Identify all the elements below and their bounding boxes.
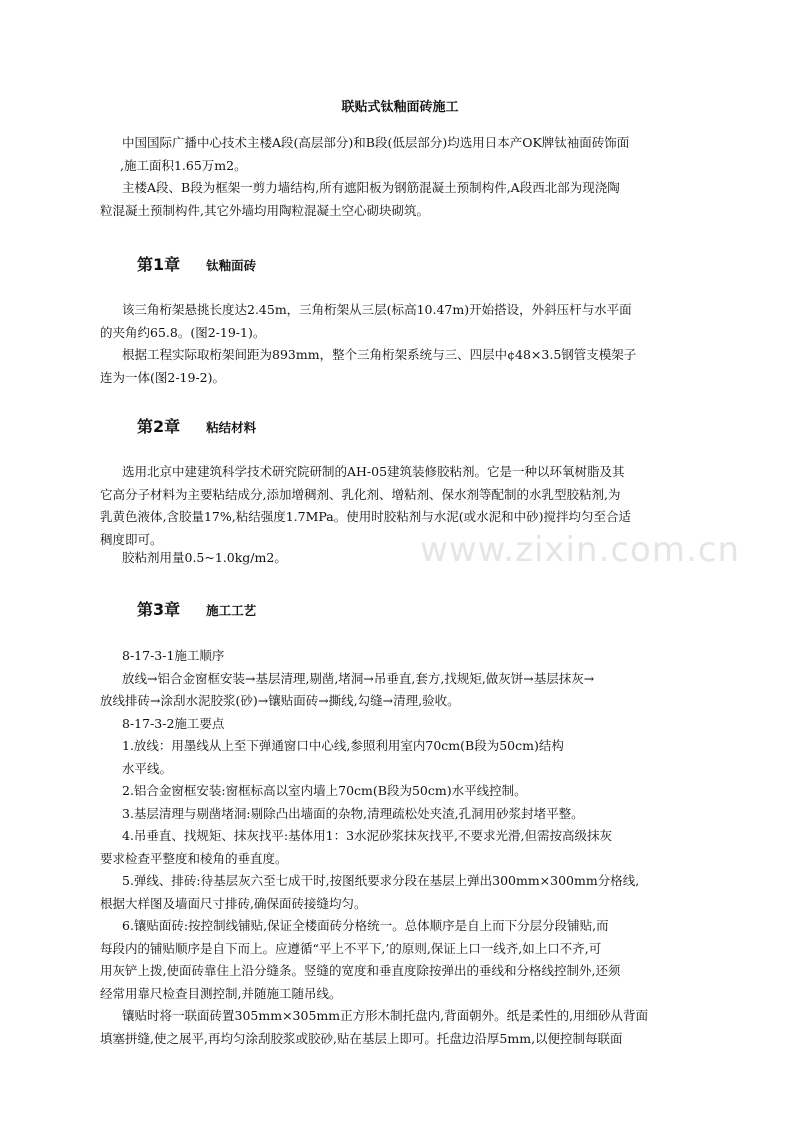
text-line: 用灰铲上拨,使面砖靠住上沿分缝条。竖缝的宽度和垂直度除按弹出的垂线和分格线控制外,还须 (100, 963, 621, 978)
text-line: 主楼A段、B段为框架一剪力墙结构,所有遮阳板为钢筋混凝土预制构件,A段西北部为现浇陶 (122, 180, 620, 195)
text-line: 根据工程实际取桁架间距为893mm，整个三角桁架系统与三、四层中¢48×3.5钢管支模架子 (122, 347, 637, 362)
text-line: 6.镶贴面砖:按控制线铺贴,保证全楼面砖分格统一。总体顺序是自上而下分层分段铺贴,而 (122, 918, 609, 933)
chapter-1-heading (137, 252, 256, 275)
text-line: 乳黄色液体,含胶量17%,粘结强度1.7MPa。使用时胶粘剂与水泥(或水泥和中砂)搅拌均匀至合适 (100, 509, 631, 524)
text-line: 4.吊垂直、找规矩、抹灰找平:基体用1：3水泥砂浆抹灰找平,不要求光滑,但需按高级抹灰 (122, 828, 612, 843)
chapter-1-paragraph-2 (100, 344, 684, 389)
text-line: 它高分子材料为主要粘结成分,添加增稠剂、乳化剂、增粘剂、保水剂等配制的水乳型胶粘剂,为 (100, 486, 621, 502)
text-line: 镶贴时将一联面砖置305mm×305mm正方形木制托盘内,背面朝外。纸是柔性的,用细砂从背面 (122, 1008, 649, 1023)
text-line: 胶粘剂用量0.5~1.0kg/m2。 (122, 550, 287, 565)
text-line: 的夹角约65.8。(图2-19-1)。 (100, 324, 266, 340)
chapter-name: 施工工艺 (206, 603, 257, 618)
watermark: www.zixin.com.cn (420, 530, 740, 570)
text-line: 水平线。 (122, 760, 173, 776)
text-line: 填塞拼缝,使之展平,再均匀涂刮胶浆或胶砂,贴在基层上即可。托盘边沿厚5mm,以便控制每联面 (100, 1030, 623, 1046)
chapter-2-heading (137, 414, 256, 437)
intro-paragraph-1 (122, 132, 684, 177)
text-line: 该三角桁架悬挑长度达2.45m，三角桁架从三层(标高10.47m)开始搭设，外斜压杆与水平面 (122, 302, 632, 317)
chapter-number: 第3章 (137, 600, 181, 619)
intro-paragraph-2 (100, 177, 684, 222)
text-line: 8-17-3-2施工要点 (122, 715, 225, 731)
text-line: 5.弹线、排砖:待基层灰六至七成干时,按图纸要求分段在基层上弹出300mm×300mm分格线, (122, 873, 640, 888)
text-line: 要求检查平整度和棱角的垂直度。 (100, 850, 288, 866)
text-line: 8-17-3-1施工顺序 (122, 648, 225, 663)
chapter-name: 钛釉面砖 (206, 258, 257, 273)
text-line: 粒混凝土预制构件,其它外墙均用陶粒混凝土空心砌块砌筑。 (100, 202, 429, 218)
text-line: 经常用靠尺检查目测控制,并随施工随吊线。 (100, 985, 342, 1001)
text-line: 3.基层清理与剔凿堵洞:剔除凸出墙面的杂物,清理疏松处夹渣,孔洞用砂浆封堵平整。 (122, 805, 584, 821)
text-line: 2.铝合金窗框安装:窗框标高以室内墙上70cm(B段为50cm)水平线控制。 (122, 783, 527, 798)
chapter-1-paragraph-1 (100, 299, 684, 344)
text-line: 中国国际广播中心技术主楼A段(高层部分)和B段(低层部分)均选用日本产OK牌钛袖面砖饰面 (122, 135, 630, 150)
text-line: 根据大样图及墙面尺寸排砖,确保面砖接缝均匀。 (100, 895, 367, 911)
text-line: 1.放线：用墨线从上至下弹通窗口中心线,参照利用室内70cm(B段为50cm)结构 (122, 738, 564, 753)
text-line: 每段内的铺贴顺序是自下而上。应遵循“平上不平下,’的原则,保证上口一线齐,如上口不齐,可 (100, 940, 602, 956)
chapter-number: 第2章 (137, 417, 181, 436)
chapter-3-body (100, 645, 684, 1050)
chapter-3-heading (137, 597, 256, 620)
document-title: 联贴式钛釉面砖施工 (341, 100, 459, 115)
chapter-name: 粘结材料 (206, 420, 257, 435)
text-line: 放线→铝合金窗框安装→基层清理,剔凿,堵洞→吊垂直,套方,找规矩,做灰饼→基层抹灰→ (122, 670, 595, 686)
text-line: 稠度即可。 (100, 531, 163, 547)
text-line: 放线排砖→涂刮水泥胶浆(砂)→镶贴面砖→撕线,勾缝→清理,验收。 (100, 693, 460, 708)
chapter-number: 第1章 (137, 255, 181, 274)
text-line: 连为一体(图2-19-2)。 (100, 369, 226, 385)
text-line: ,施工面积1.65万m2。 (120, 157, 247, 173)
text-line: 选用北京中建建筑科学技术研究院研制的AH-05建筑装修胶粘剂。它是一种以环氧树脂及其 (122, 464, 625, 479)
